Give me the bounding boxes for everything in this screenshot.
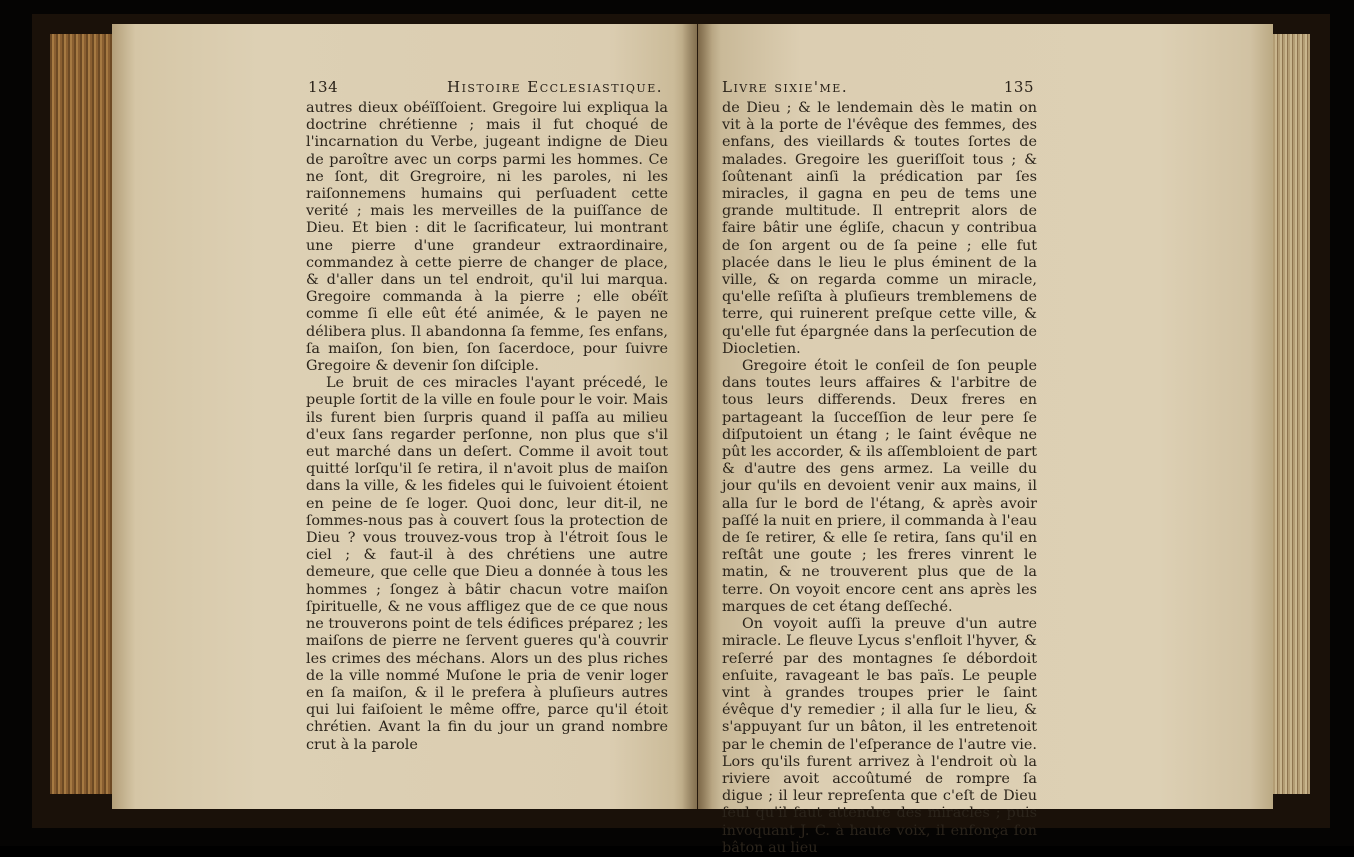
right-paragraph-1: de Dieu ; & le lendemain dès le matin on vit à la porte de l'évêque des femmes, des enfans, des vieillards & toutes ſortes de malades. Gregoire les gueriſſoit tous ; & ſoûtenant ainſi la prédication par ſes miracles, il gagna en peu de tems une grande multitude. Il entreprit alors de faire bâtir une égliſe, chacun y contribua de ſon argent ou de ſa peine ; elle fut placée dans le lieu le plus éminent de la ville, & on regarda comme un miracle, qu'elle reſiſta à pluſieurs tremblemens de terre, qui ruinerent preſque cette ville, & qu'elle fut épargnée dans la perſecution de Diocletien.	[722, 100, 1037, 357]
right-paragraph-3: On voyoit auſſi la preuve d'un autre miracle. Le fleuve Lycus s'enfloit l'hyver, & reſerré par des montagnes ſe débordoit enſuite, ravageant le bas païs. Le peuple vint à grandes troupes prier le ſaint évêque d'y remedier ; il alla ſur le lieu, & s'appuyant ſur un bâton, il les entretenoit par le chemin de l'eſperance de l'autre vie. Lors qu'ils furent arrivez à l'endroit où la riviere avoit accoûtumé de rompre ſa digue ; il leur repreſenta que c'eſt de Dieu ſeul qu'il faut attendre des miracles ; puis invoquant J. C. à haute voix, il enfonça ſon bâton au lieu	[722, 616, 1037, 856]
right-page-number: 135	[1003, 78, 1034, 96]
right-running-head: Livre sixie'me.	[722, 78, 849, 96]
left-page-header	[308, 78, 663, 96]
left-paragraph-1: autres dieux obéïſſoient. Gregoire lui expliqua la doctrine chrétienne ; mais il fut choqué de l'incarnation du Verbe, jugeant indigne de Dieu de paroître avec un corps parmi les hommes. Ce ne ſont, dit Gregroire, ni les paroles, ni les raiſonnemens humains qui perſuadent cette verité ; mais les merveilles de la puiſſance de Dieu. Et bien : dit le ſacrificateur, lui montrant une pierre d'une grandeur extraordinaire, commandez à cette pierre de changer de place, & d'aller dans un tel endroit, qu'il lui marqua. Gregoire commanda à la pierre ; elle obéït comme ſi elle eût été animée, & le payen ne délibera plus. Il abandonna ſa femme, ſes enfans, ſa maiſon, ſon bien, ſon ſacerdoce, pour ſuivre Gregoire & devenir ſon diſciple.	[306, 100, 668, 375]
left-running-head: Histoire Ecclesiastique.	[447, 78, 663, 96]
right-paragraph-2: Gregoire étoit le conſeil de ſon peuple dans toutes leurs affaires & l'arbitre de tous leurs differends. Deux freres en partageant la ſucceſſion de leur pere ſe diſputoient un étang ; le ſaint évêque ne pût les accorder, & ils aſſembloient de part & d'autre des gens armez. La veille du jour qu'ils en devoient venir aux mains, il alla ſur le bord de l'étang, & après avoir paſſé la nuit en priere, il commanda à l'eau de ſe retirer, & elle ſe retira, ſans qu'il en reſtât une goute ; les freres vinrent le matin, & ne trouverent plus que de la terre. On voyoit encore cent ans après les marques de cet étang deſſeché.	[722, 358, 1037, 615]
left-paragraph-2: Le bruit de ces miracles l'ayant précedé, le peuple ſortit de la ville en foule pour le voir. Mais ils furent bien ſurpris quand il paſſa au milieu d'eux ſans regarder perſonne, non plus que s'il eut marché dans un deſert. Comme il avoit tout quitté lorſqu'il ſe retira, il n'avoit plus de maiſon dans la ville, & les fideles qui le ſuivoient étoient en peine de ſe loger. Quoi donc, leur dit-il, ne ſommes-nous pas à couvert ſous la protection de Dieu ? vous trouvez-vous trop à l'étroit ſous le ciel ; & faut-il à des chrétiens une autre demeure, que celle que Dieu a donnée à tous les hommes ; ſongez à bâtir chacun votre maiſon ſpirituelle, & ne vous affligez que de ce que nous ne trouverons point de tels édifices préparez ; les maiſons de pierre ne ſervent gueres qu'à couvrir les crimes des méchans. Alors un des plus riches de la ville nommé Muſone le pria de venir loger en ſa maiſon, & il le prefera à pluſieurs autres qui lui faiſoient le même offre, parce qu'il étoit chrétien. Avant la fin du jour un grand nombre crut à la parole	[306, 375, 668, 753]
left-page-text	[306, 100, 668, 754]
right-page-text	[722, 100, 1037, 857]
left-page-edges	[50, 34, 120, 794]
left-page-number: 134	[308, 78, 339, 96]
right-page-header	[722, 78, 1034, 96]
open-book	[32, 14, 1330, 828]
book-gutter	[682, 24, 712, 809]
